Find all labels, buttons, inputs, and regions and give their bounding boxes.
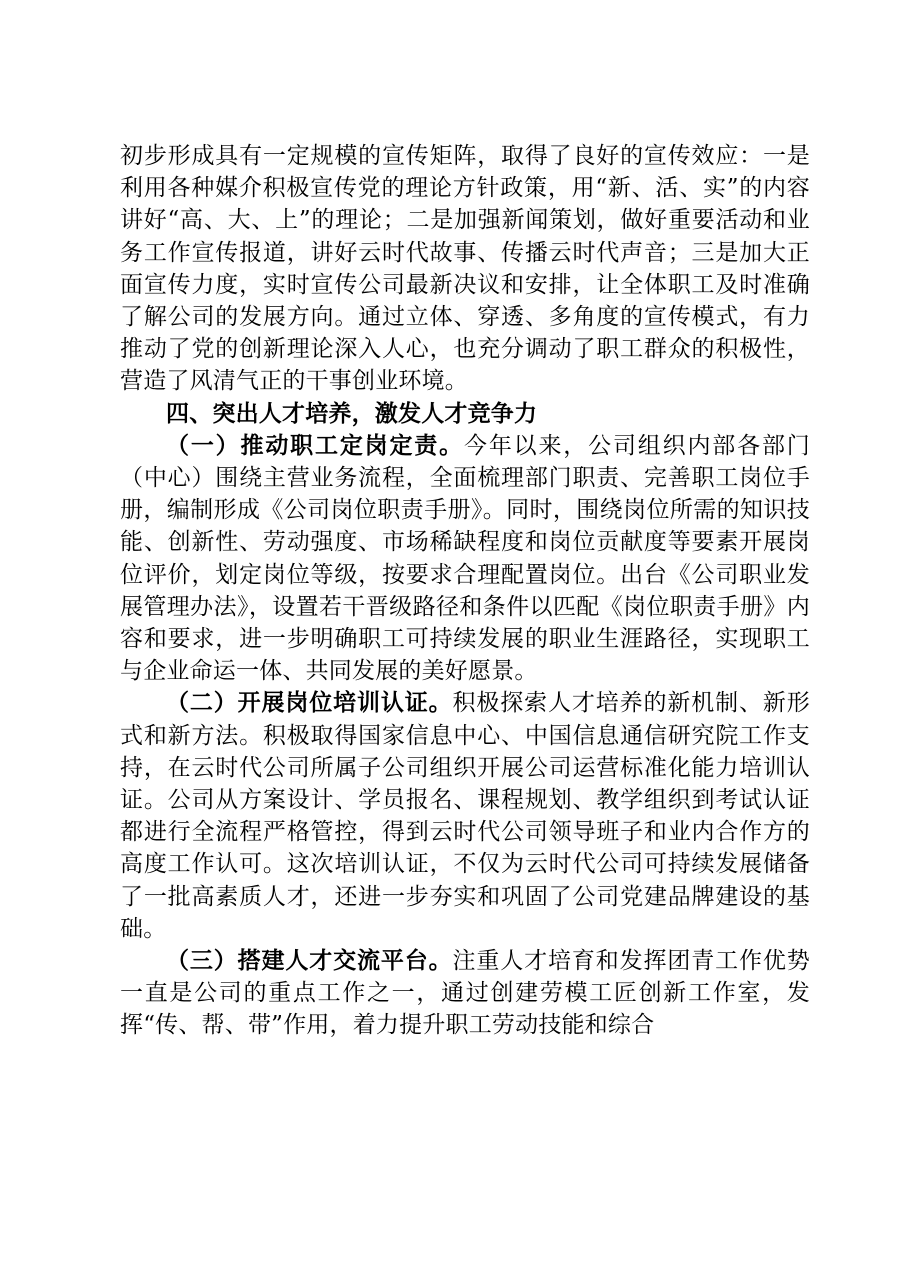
subsection-paragraph-3 [120, 945, 810, 1042]
subsection-paragraph-2 [120, 687, 810, 945]
subsection-lead-2: （二）开展岗位培训认证。 [166, 690, 453, 717]
subsection-lead-1: （一）推动职工定岗定责。 [166, 432, 464, 459]
document-page [120, 140, 810, 1042]
subsection-text-1: 今年以来，公司组织内部各部门（中心）围绕主营业务流程，全面梳理部门职责、完善职工岗位手册，编制形成《公司岗位职责手册》。同时，围绕岗位所需的知识技能、创新性、劳动强度、市场稀缺程度和岗位贡献度等要素开展岗位评价，划定岗位等级，按要求合理配置岗位。出台《公司职业发展管理办法》，设置若干晋级路径和条件以匹配《岗位职责手册》内容和要求，进一步明确职工可持续发展的职业生涯路径，实现职工与企业命运一体、共同发展的美好愿景。 [120, 432, 810, 685]
subsection-text-2: 积极探索人才培养的新机制、新形式和新方法。积极取得国家信息中心、中国信息通信研究院工作支持，在云时代公司所属子公司组织开展公司运营标准化能力培训认证。公司从方案设计、学员报名、课程规划、教学组织到考试认证都进行全流程严格管控，得到云时代公司领导班子和业内合作方的高度工作认可。这次培训认证，不仅为云时代公司可持续发展储备了一批高素质人才，还进一步夯实和巩固了公司党建品牌建设的基础。 [120, 690, 811, 942]
subsection-paragraph-1 [120, 430, 810, 688]
body-paragraph-continued: 初步形成具有一定规模的宣传矩阵，取得了良好的宣传效应：一是利用各种媒介积极宣传党的理论方针政策，用“新、活、实”的内容讲好“高、大、上”的理论；二是加强新闻策划，做好重要活动和业务工作宣传报道，讲好云时代故事、传播云时代声音；三是加大正面宣传力度，实时宣传公司最新决议和安排，让全体职工及时准确了解公司的发展方向。通过立体、穿透、多角度的宣传模式，有力推动了党的创新理论深入人心，也充分调动了职工群众的积极性，营造了风清气正的干事创业环境。 [120, 143, 810, 395]
subsection-text-3: 注重人才培育和发挥团青工作优势一直是公司的重点工作之一，通过创建劳模工匠创新工作室，发挥“传、帮、带”作用，着力提升职工劳动技能和综合 [120, 948, 811, 1039]
subsection-lead-3: （三）搭建人才交流平台。 [166, 948, 453, 975]
section-heading: 四、突出人才培养，激发人才竞争力 [166, 400, 538, 427]
